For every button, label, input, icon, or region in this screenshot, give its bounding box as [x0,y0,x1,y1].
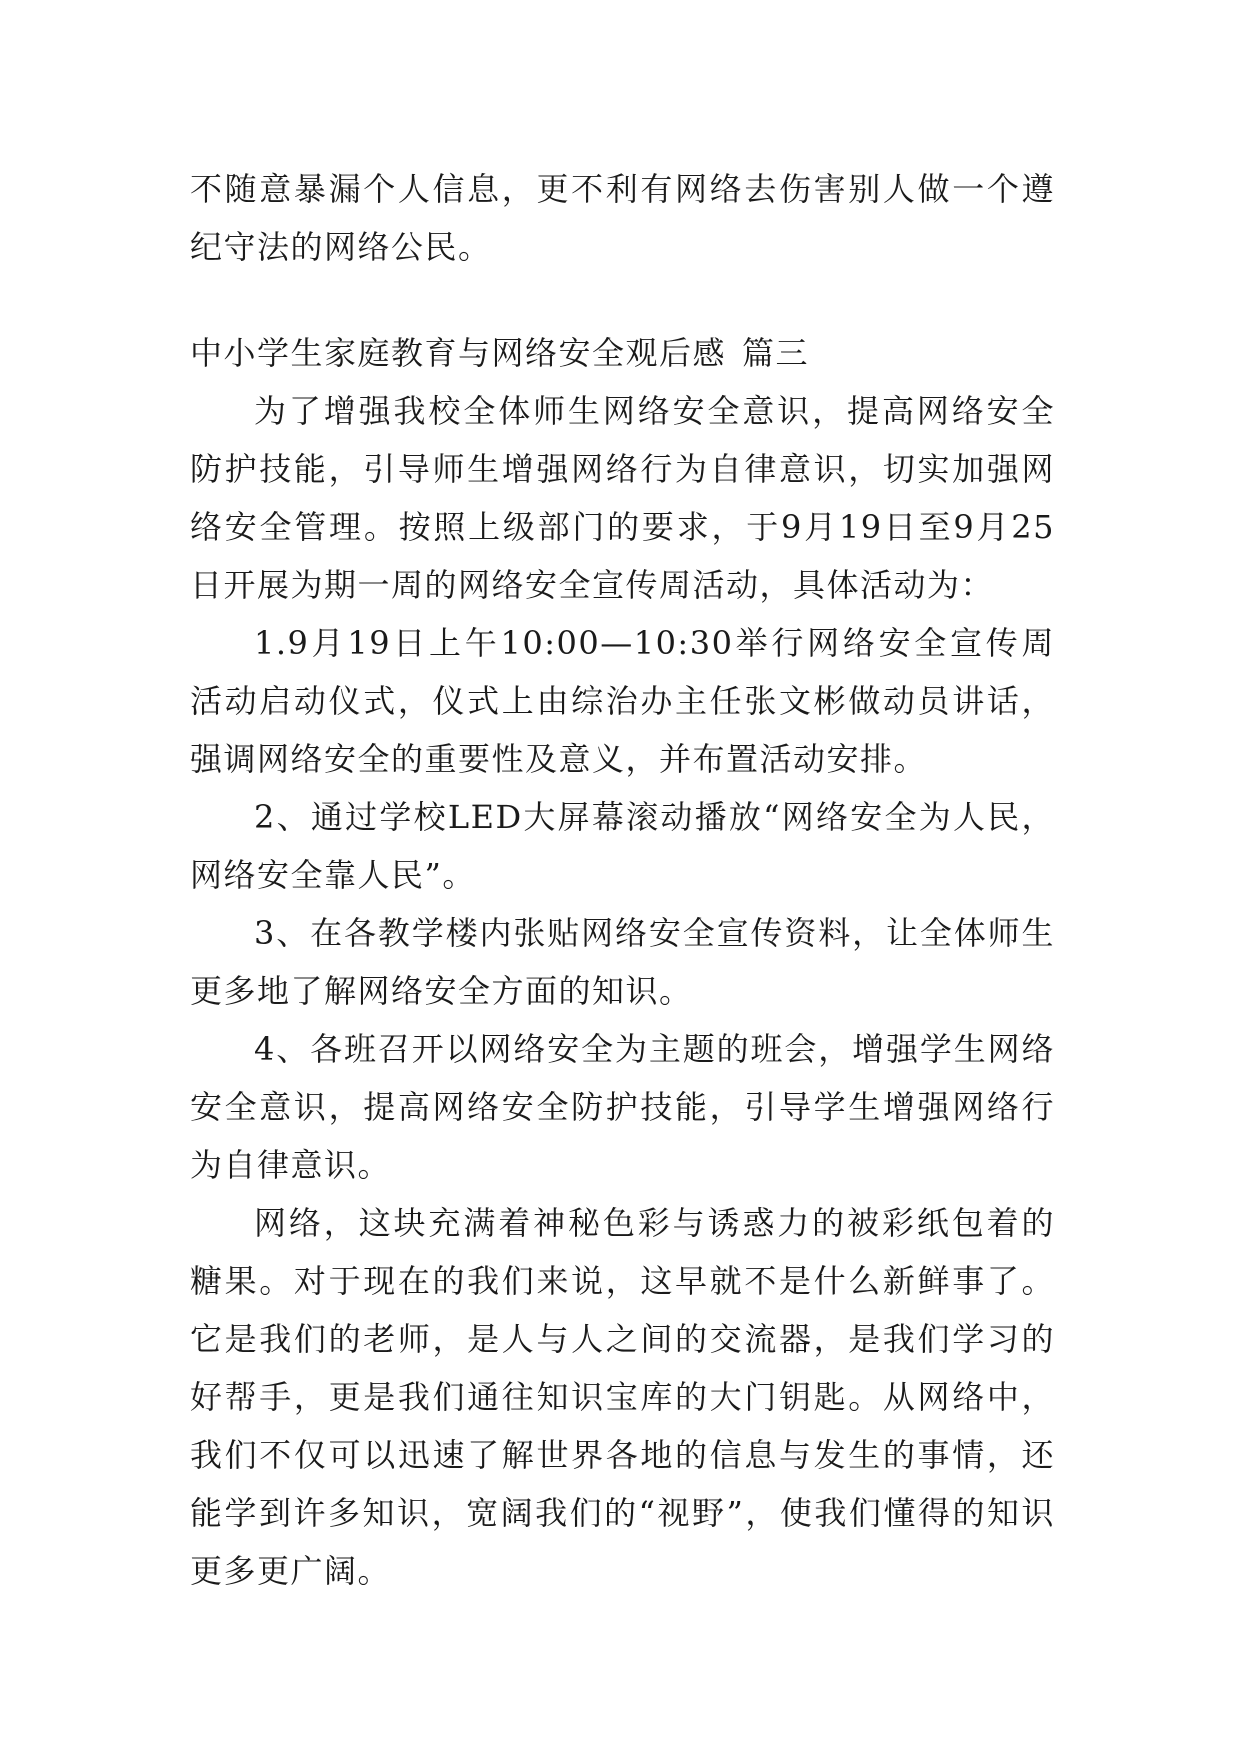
list-item-3: 3、在各教学楼内张贴网络安全宣传资料，让全体师生更多地了解网络安全方面的知识。 [190,914,1055,1010]
section-heading [190,324,1055,382]
document-body [190,160,1055,1600]
list-item-2: 2、通过学校LED大屏幕滚动播放“网络安全为人民，网络安全靠人民”。 [190,798,1055,894]
section-number: 篇三 [742,334,810,372]
body-paragraph: 为了增强我校全体师生网络安全意识，提高网络安全防护技能，引导师生增强网络行为自律意识，切实加强网络安全管理。按照上级部门的要求，于9月19日至9月25日开展为期一周的网络安全宣传周活动，具体活动为： [190,392,1055,604]
list-item-1: 1.9月19日上午10:00—10:30举行网络安全宣传周活动启动仪式，仪式上由综治办主任张文彬做动员讲话，强调网络安全的重要性及意义，并布置活动安排。 [190,624,1055,778]
intro-paragraph: 不随意暴漏个人信息，更不利有网络去伤害别人做一个遵纪守法的网络公民。 [190,170,1055,266]
list-item-4: 4、各班召开以网络安全为主题的班会，增强学生网络安全意识，提高网络安全防护技能，引导学生增强网络行为自律意识。 [190,1030,1055,1184]
body-paragraph: 网络，这块充满着神秘色彩与诱惑力的被彩纸包着的糖果。对于现在的我们来说，这早就不是什么新鲜事了。它是我们的老师，是人与人之间的交流器，是我们学习的好帮手，更是我们通往知识宝库的大门钥匙。从网络中，我们不仅可以迅速了解世界各地的信息与发生的事情，还能学到许多知识，宽阔我们的“视野”，使我们懂得的知识更多更广阔。 [190,1204,1055,1590]
section-title: 中小学生家庭教育与网络安全观后感 [190,334,727,372]
section-spacer [190,276,1055,324]
